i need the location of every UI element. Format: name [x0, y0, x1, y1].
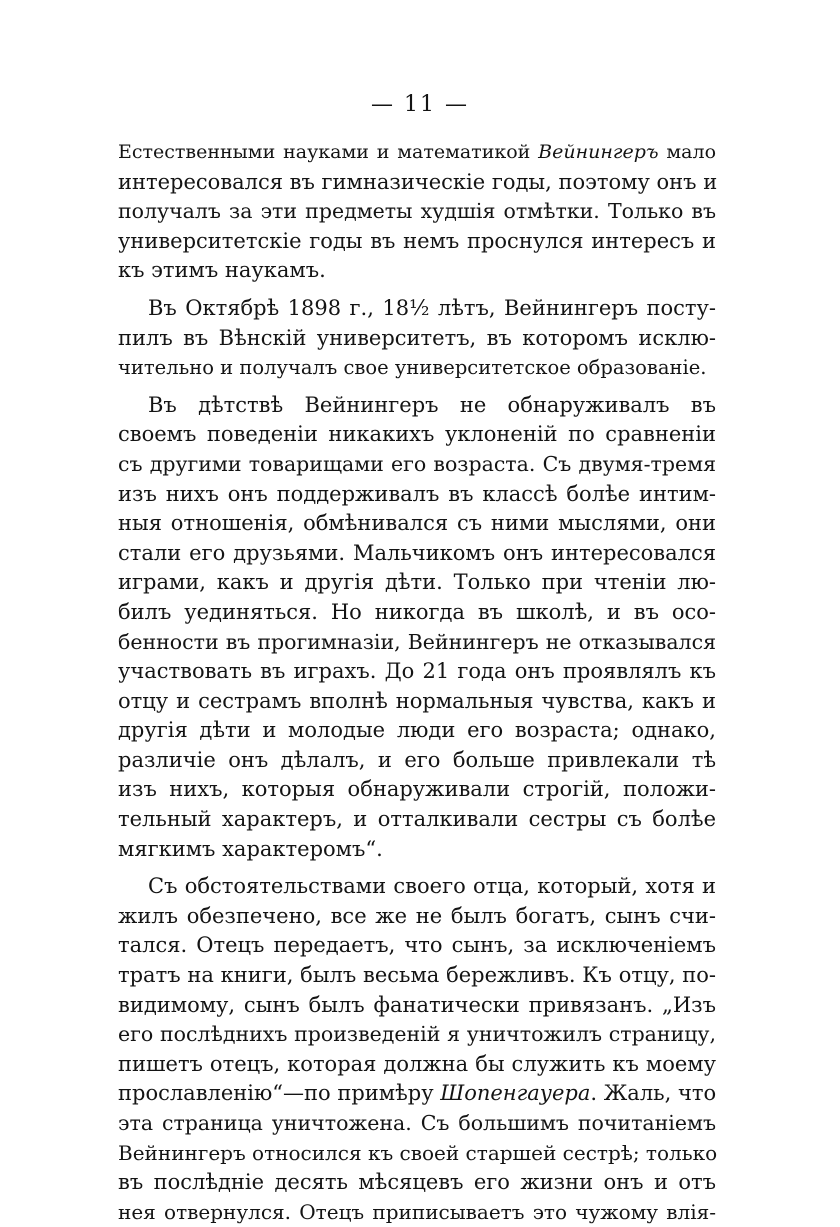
text-line: въ послѣдніе десять мѣсяцевъ его жизни онъ и отъ [118, 1170, 716, 1195]
paragraph-3 [118, 391, 716, 865]
paragraph-2 [118, 294, 716, 383]
text-line: стали его друзьями. Мальчикомъ онъ интересовался [118, 540, 716, 565]
text-line: Съ обстоятельствами своего отца, который, хотя и [148, 874, 716, 899]
text-line: играми, какъ и другія дѣти. Только при чтеніи лю- [118, 570, 716, 595]
text-line: отцу и сестрамъ вполнѣ нормальныя чувства, какъ и [118, 688, 716, 713]
text-line: тратъ на книги, былъ весьма бережливъ. Къ отцу, по- [118, 963, 716, 988]
text-line: пилъ въ Вѣнскій университетъ, въ которомъ исклю- [118, 325, 716, 350]
text-line: эта страница уничтожена. Съ большимъ почитаніемъ [118, 1111, 716, 1135]
text-line: видимому, сынъ былъ фанатически привязанъ. „Изъ [118, 992, 716, 1017]
text-line: его послѣднихъ произведеній я уничтожилъ страницу, [118, 1022, 716, 1047]
paragraph-1 [118, 138, 716, 286]
text-line: мягкимъ характеромъ“. [118, 836, 383, 861]
italic-name: Шопенгауера [440, 1081, 591, 1106]
text-line: тался. Отецъ передаетъ, что сынъ, за исключеніемъ [118, 933, 716, 958]
text-line: изъ нихъ онъ поддерживалъ въ классѣ болѣе интим- [118, 481, 716, 506]
text-line: другія дѣти и молодые люди его возраста; однако, [118, 718, 716, 743]
text-line: своемъ поведеніи никакихъ уклоненій по сравненіи [118, 422, 716, 447]
body-text [118, 138, 716, 1227]
text-line: прославленію“—по примѣру Шопенгауера. Жаль, что [118, 1081, 717, 1106]
text-line: жилъ обезпечено, все же не былъ богатъ, сынъ счи- [118, 903, 716, 928]
text-line: получалъ за эти предметы худшія отмѣтки. Только въ [118, 199, 716, 224]
text-line: Въ дѣтствѣ Вейнингеръ не обнаруживалъ въ [148, 392, 716, 417]
text-line: чительно и получалъ свое университетское образованіе. [118, 356, 707, 380]
text-line: къ этимъ наукамъ. [118, 258, 326, 283]
text-line: университетскіе годы въ немъ проснулся интересъ и [118, 228, 716, 253]
text-line: тельный характеръ, и отталкивали сестры съ болѣе [118, 807, 716, 832]
text-line: съ другими товарищами его возраста. Съ двумя-тремя [118, 451, 716, 476]
text-line: билъ уединяться. Но никогда въ школѣ, и въ осо- [118, 599, 716, 624]
text-line: нея отвернулся. Отецъ приписываетъ это чужому влія- [118, 1199, 716, 1224]
text-line: изъ нихъ, которыя обнаруживали строгій, положи- [118, 777, 716, 802]
text-line: различіе онъ дѣлалъ, и его больше привлекали тѣ [118, 747, 716, 772]
page-number: — 11 — [371, 92, 469, 117]
text-line: Въ Октябрѣ 1898 г., 18½ лѣтъ, Вейнингеръ посту- [148, 295, 716, 320]
text-line: ныя отношенія, обмѣнивался съ ними мыслями, они [118, 511, 716, 536]
text-line: участвовать въ играхъ. До 21 года онъ проявлялъ къ [118, 659, 716, 684]
text-line: бенности въ прогимназіи, Вейнингеръ не отказывался [118, 629, 716, 654]
text-line: Естественными науками и математикой Вейнингеръ мало [118, 141, 717, 163]
italic-name: Вейнингеръ [538, 141, 659, 163]
text-line: пишетъ отецъ, которая должна бы служить къ моему [118, 1051, 716, 1076]
text-line: Вейнингеръ относился къ своей старшей сестрѣ; только [118, 1140, 718, 1165]
paragraph-4 [118, 872, 716, 1227]
text-line: интересовался въ гимназическіе годы, поэтому онъ и [118, 169, 718, 194]
